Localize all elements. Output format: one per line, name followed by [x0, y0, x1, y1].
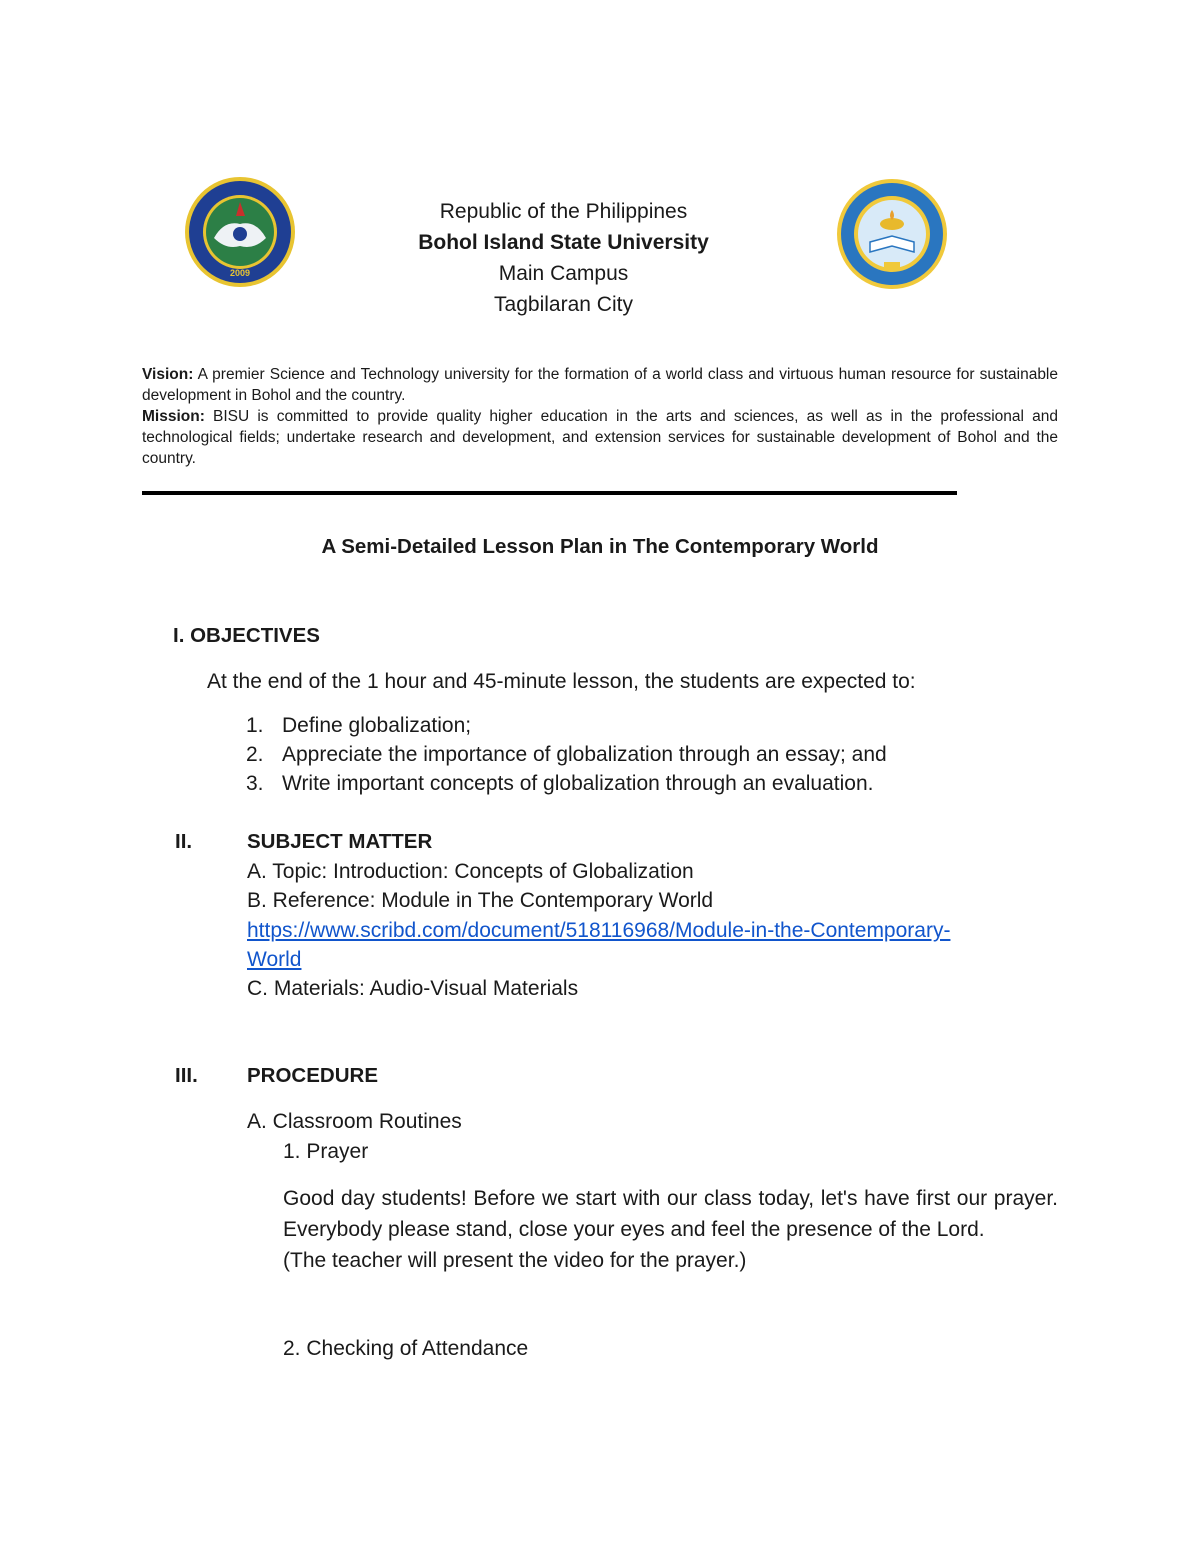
objectives-heading: I. OBJECTIVES [173, 624, 320, 647]
subject-matter-heading: SUBJECT MATTER [247, 830, 433, 853]
city-line: Tagbilaran City [494, 293, 633, 316]
reference-line: B. Reference: Module in The Contemporary World [247, 889, 714, 912]
prayer-note: (The teacher will present the video for the prayer.) [283, 1249, 747, 1272]
list-item [246, 711, 887, 740]
list-item [246, 740, 887, 769]
document-title: A Semi-Detailed Lesson Plan in The Contemporary World [321, 535, 879, 558]
prayer-paragraph [283, 1183, 1058, 1276]
classroom-routines: A. Classroom Routines [247, 1110, 462, 1133]
reference-link-line2[interactable]: World [247, 948, 302, 971]
country-line: Republic of the Philippines [439, 200, 688, 223]
vision-text: A premier Science and Technology university for the formation of a world class and virtuous human resource for sustainable development in Bohol and the country. [142, 366, 1058, 404]
subject-matter-numeral: II. [175, 830, 193, 853]
mission-label: Mission: [142, 408, 205, 425]
list-text: Write important concepts of globalization through an evaluation. [282, 772, 874, 795]
procedure-heading: PROCEDURE [247, 1064, 378, 1087]
list-number: 3. [246, 772, 264, 795]
list-text: Appreciate the importance of globalization through an essay; and [282, 743, 887, 766]
mission-paragraph [142, 406, 1058, 469]
materials-line: C. Materials: Audio-Visual Materials [247, 977, 579, 1000]
university-header [0, 196, 1127, 320]
svg-text:2009: 2009 [229, 268, 251, 278]
header-divider [142, 491, 957, 495]
procedure-numeral: III. [175, 1064, 198, 1087]
prayer-item: 1. Prayer [283, 1140, 369, 1163]
prayer-text: Good day students! Before we start with our class today, let's have first our prayer. Everybody please stand, close your eyes and feel the presence of the Lord. [283, 1187, 1058, 1241]
objectives-list [246, 711, 887, 798]
reference-link-line1[interactable]: https://www.scribd.com/document/518116968/Module-in-the-Contemporary- [247, 919, 951, 942]
attendance-item: 2. Checking of Attendance [283, 1337, 529, 1360]
vision-mission-block [142, 364, 1058, 469]
list-number: 1. [246, 714, 264, 737]
campus-line: Main Campus [498, 262, 629, 285]
topic-line: A. Topic: Introduction: Concepts of Globalization [247, 860, 694, 883]
vision-paragraph [142, 364, 1058, 406]
list-number: 2. [246, 743, 264, 766]
objectives-intro: At the end of the 1 hour and 45-minute lesson, the students are expected to: [207, 670, 916, 693]
list-text: Define globalization; [282, 714, 472, 737]
mission-text: BISU is committed to provide quality higher education in the arts and sciences, as well as in the professional and technological fields; undertake research and development, and extension services for sustainable development of Bohol and the country. [142, 408, 1058, 467]
list-item [246, 769, 887, 798]
vision-label: Vision: [142, 366, 194, 383]
university-name: Bohol Island State University [418, 231, 709, 254]
